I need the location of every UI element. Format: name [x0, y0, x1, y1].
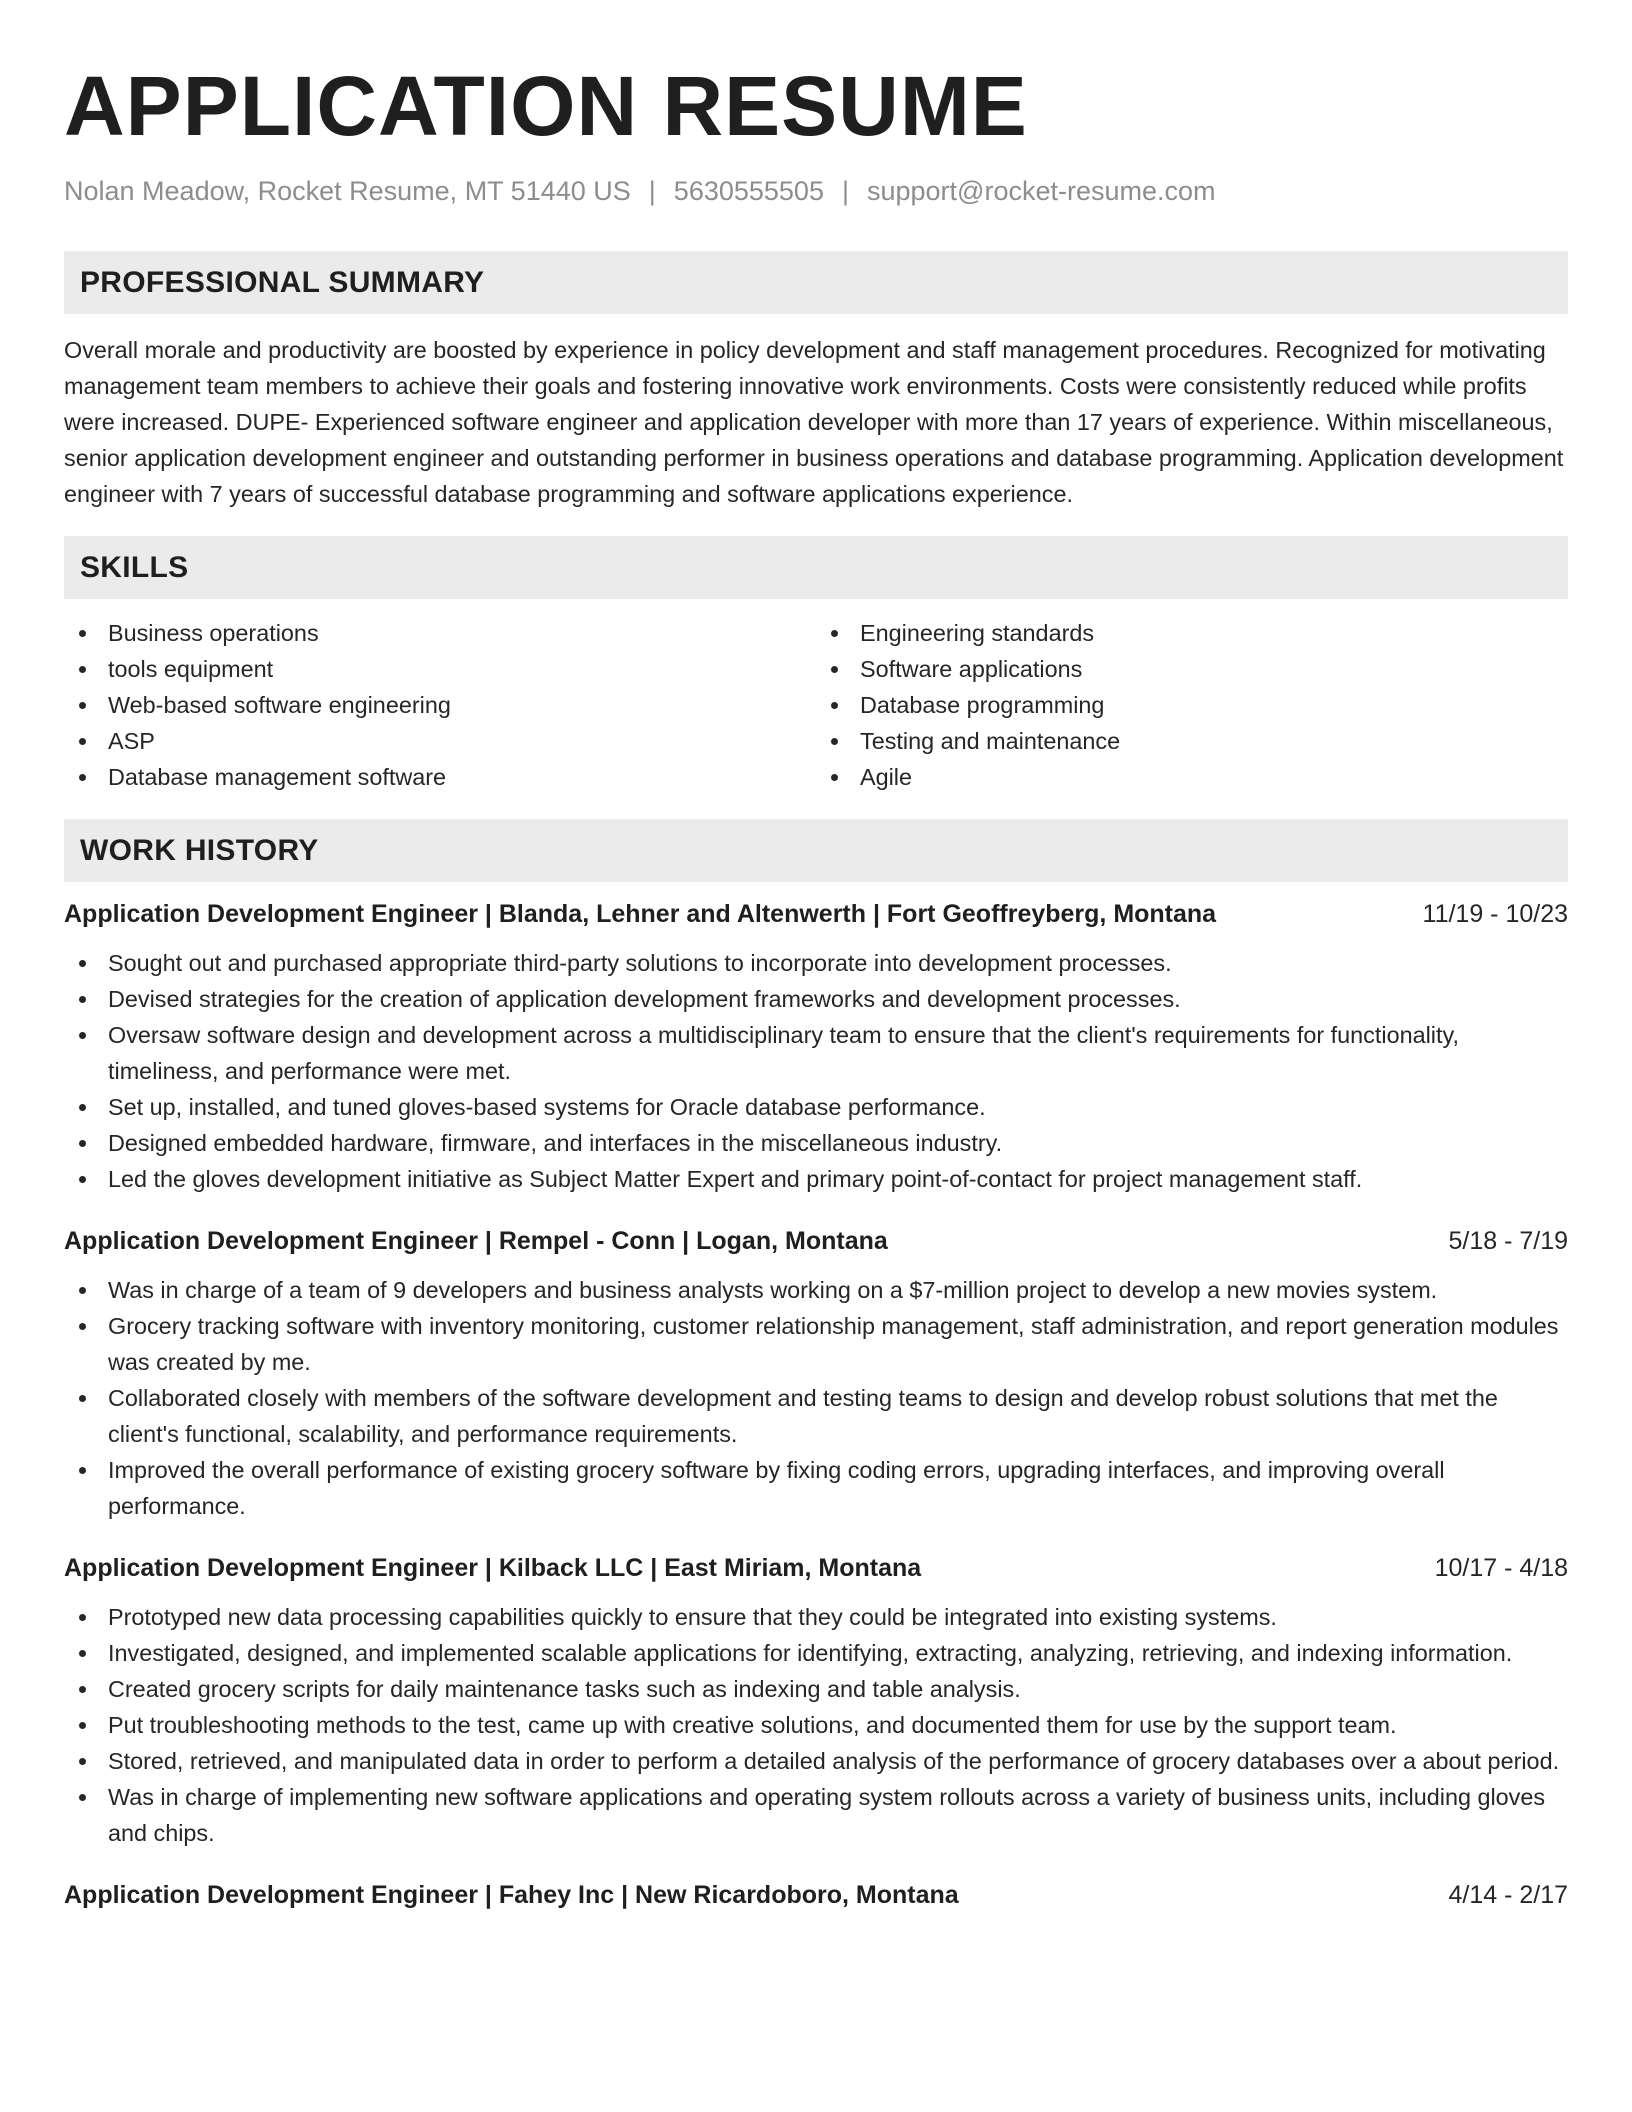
job-entry — [64, 1881, 1568, 1910]
skill-item: Web-based software engineering — [64, 687, 816, 723]
skills-section-header — [64, 536, 1568, 599]
job-bullet: Investigated, designed, and implemented scalable applications for identifying, extracting, analyzing, retrieving, and indexing information. — [64, 1635, 1568, 1671]
job-dates: 4/14 - 2/17 — [1448, 1881, 1568, 1909]
job-entry — [64, 900, 1568, 1197]
contact-separator: | — [841, 176, 849, 206]
summary-text: Overall morale and productivity are boosted by experience in policy development and staff management procedures. Recognized for motivating management team members to achieve their goals and fostering innovative work environments. Costs were consistently reduced while profits were increased. DUPE- Experienced software engineer and application developer with more than 17 years of experience. Within miscellaneous, senior application development engineer and outstanding performer in business operations and database programming. Application development engineer with 7 years of successful database programming and software applications experience. — [64, 337, 1564, 507]
job-bullet: Sought out and purchased appropriate third-party solutions to incorporate into development processes. — [64, 945, 1568, 981]
job-header — [64, 900, 1568, 929]
contact-phone: 5630555505 — [673, 176, 824, 206]
job-title: Application Development Engineer | Fahey Inc | New Ricardoboro, Montana — [64, 1881, 959, 1909]
work-heading: WORK HISTORY — [80, 833, 319, 867]
job-title: Application Development Engineer | Kilback LLC | East Miriam, Montana — [64, 1554, 922, 1582]
job-dates: 5/18 - 7/19 — [1448, 1227, 1568, 1255]
job-bullet: Devised strategies for the creation of application development frameworks and development processes. — [64, 981, 1568, 1017]
job-bullet: Grocery tracking software with inventory monitoring, customer relationship management, staff administration, and report generation modules was created by me. — [64, 1308, 1568, 1380]
skill-item: tools equipment — [64, 651, 816, 687]
job-bullet: Put troubleshooting methods to the test, came up with creative solutions, and documented them for use by the support team. — [64, 1707, 1568, 1743]
contact-address: Nolan Meadow, Rocket Resume, MT 51440 US — [64, 176, 631, 206]
job-bullet: Was in charge of implementing new software applications and operating system rollouts across a variety of business units, including gloves and chips. — [64, 1779, 1568, 1851]
skill-item: Agile — [816, 759, 1568, 795]
skills-heading: SKILLS — [80, 550, 189, 584]
job-bullets — [64, 1599, 1568, 1851]
skill-item: Business operations — [64, 615, 816, 651]
skill-item: ASP — [64, 723, 816, 759]
skill-item: Engineering standards — [816, 615, 1568, 651]
job-header — [64, 1554, 1568, 1583]
skills-column-right — [816, 615, 1568, 795]
skill-item: Software applications — [816, 651, 1568, 687]
job-title: Application Development Engineer | Blanda, Lehner and Altenwerth | Fort Geoffreyberg, Montana — [64, 900, 1217, 928]
job-bullets — [64, 1272, 1568, 1524]
summary-section-header — [64, 251, 1568, 314]
contact-separator: | — [648, 176, 656, 206]
job-bullet: Stored, retrieved, and manipulated data in order to perform a detailed analysis of the performance of grocery databases over a about period. — [64, 1743, 1568, 1779]
work-section-header — [64, 819, 1568, 882]
job-bullet: Led the gloves development initiative as Subject Matter Expert and primary point-of-contact for project management staff. — [64, 1161, 1568, 1197]
skills-column-left — [64, 615, 816, 795]
job-entry — [64, 1554, 1568, 1851]
skill-item: Database programming — [816, 687, 1568, 723]
job-bullet: Designed embedded hardware, firmware, and interfaces in the miscellaneous industry. — [64, 1125, 1568, 1161]
contact-line — [64, 176, 1568, 207]
job-dates: 11/19 - 10/23 — [1422, 900, 1568, 928]
job-bullet: Oversaw software design and development across a multidisciplinary team to ensure that the client's requirements for functionality, timeliness, and performance were met. — [64, 1017, 1568, 1089]
job-bullets — [64, 945, 1568, 1197]
job-bullet: Was in charge of a team of 9 developers and business analysts working on a $7-million project to develop a new movies system. — [64, 1272, 1568, 1308]
job-bullet: Set up, installed, and tuned gloves-based systems for Oracle database performance. — [64, 1089, 1568, 1125]
job-bullet: Improved the overall performance of existing grocery software by fixing coding errors, upgrading interfaces, and improving overall performance. — [64, 1452, 1568, 1524]
job-bullet: Created grocery scripts for daily maintenance tasks such as indexing and table analysis. — [64, 1671, 1568, 1707]
job-header — [64, 1881, 1568, 1910]
job-title: Application Development Engineer | Rempel - Conn | Logan, Montana — [64, 1227, 888, 1255]
contact-email[interactable]: support@rocket-resume.com — [866, 176, 1216, 206]
skill-item: Testing and maintenance — [816, 723, 1568, 759]
skill-item: Database management software — [64, 759, 816, 795]
skills-list — [64, 615, 1568, 795]
summary-heading: PROFESSIONAL SUMMARY — [80, 265, 485, 299]
job-bullet: Collaborated closely with members of the software development and testing teams to design and develop robust solutions that met the client's functional, scalability, and performance requirements. — [64, 1380, 1568, 1452]
work-history-list — [64, 900, 1568, 1910]
resume-title: APPLICATION RESUME — [64, 59, 1028, 153]
job-entry — [64, 1227, 1568, 1524]
job-header — [64, 1227, 1568, 1256]
job-bullet: Prototyped new data processing capabilities quickly to ensure that they could be integrated into existing systems. — [64, 1599, 1568, 1635]
job-dates: 10/17 - 4/18 — [1434, 1554, 1568, 1582]
